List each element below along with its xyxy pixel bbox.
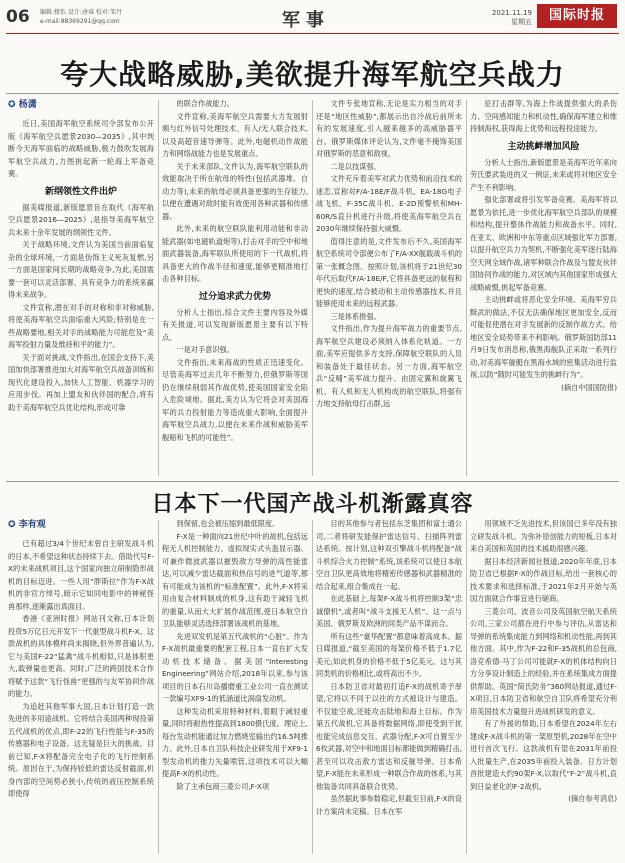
article2-column-4 xyxy=(470,518,617,856)
subheading: 主动挑衅增加风险 xyxy=(507,141,580,152)
paragraph: 主动挑衅或将恶化安全环境。美海军穷兵黩武的做法,不仅无法确保地区更加安全,反而可能促使潜在对手发展新的反制作战方式。给地区安全局势带来不利影响。俄罗斯国防部11月9日发布消息称,俄黑海舰队正采取一系列行动,对美海军舰艇在黑海水域的密集活动进行监视,以防“随时可能发生的挑衅行为”。 xyxy=(470,295,617,379)
masthead xyxy=(0,0,625,36)
byline-star-icon: ✪ xyxy=(8,100,19,110)
paragraph: 值得注意的是,文件发布后不久,美国海军航空系统司令部便公布了F/A-XX舰载战斗机的第一张概念图。按照计划,该机将于21世纪30年代后取代F/A-18E/F,它将具备更远的航程和更快的速度,结合被动和主动传感器技术,并且能够使用未来的远程武器。 xyxy=(316,236,462,308)
paragraph: 此外,未来的航空联队能利用动能和非动能武器(如电磁轨道炮等),打击对手的空中和地面武器装备,海军联队所使用的下一代战机,将具备更大的作战半径和速度,能够更精准地打击各种目标。 xyxy=(162,224,308,283)
paragraph: 关于面对挑战,文件指出,在国会支持下,美国加快部署推进加大对海军航空兵战备训练和现代化建设投入,加快人工智能、机器学习的应用步伐。再加上盟友和伙伴国的配合,将有助于美海军航空兵优化结构,形成可靠 xyxy=(8,352,154,412)
column-divider xyxy=(158,100,159,476)
paragraph: 所有这些“豪华配置”都意味着高成本。据日媒报道,“截至美国的每架价格不低于1.7亿美元;如此机身的价格不低于5亿美元。这与其同类机的价格相比,或将高出不少。 xyxy=(316,631,462,678)
paragraph: 先进双发机是第五代战机的“心脏”。作为F-X战机最重要的配套工程,日本一直在扩大发动机技术储备。据美国“Interesting Engineering”网站介绍,2018年以来,参与该项目的日本石川岛播磨重工业公司一直在测试一款编号XF9-1的低涵道比涡扇发动机。 xyxy=(162,631,308,703)
article2-column-3 xyxy=(316,518,462,856)
headline-rule xyxy=(6,93,619,94)
author-byline xyxy=(8,518,154,532)
paragraph: 文件宣称,美海军航空兵需要大力发展射频与红外信号处理技术、有人/无人联合技术,以及高超音速导弹等。此外,电磁机动作战能力和网络战能力也是发展重点。 xyxy=(162,111,308,158)
paragraph: 在此基础上,每架F-X战斗机将控制3架“忠诚僚机”,或者叫“战斗支援无人机”。这一点与美国、俄罗斯及欧洲的同类产品不谋而合。 xyxy=(316,594,462,628)
article1-column-4 xyxy=(470,98,617,478)
article1-column-1 xyxy=(8,98,154,478)
article-source: (摘自参考消息) xyxy=(568,794,617,803)
paragraph: 文件宣称,潜在对手的对称和非对称威胁,将使美海军航空兵面临重大风险;特别是在一些战略要地,相关对手的战略能力可能危及“美海军投射力量及维持和平的能力”。 xyxy=(8,302,154,349)
article-source: (摘自中国国防报) xyxy=(561,382,617,392)
paragraph: 文件专张地宣称,无论是实力相当的对手还是“地区性威胁”,都展示出自冷战后前所未有的发展速度,引入越来越多的高威胁器平台。俄罗斯媒体评论认为,文件毫不掩饰美国对俄罗斯的恶意和敌视。 xyxy=(316,99,462,158)
paragraph: 关于战略环境,文件认为美国当前面临复杂的全球环境,一方面是伪饰主义死灰复燃,另一方面是国家间长期的战略竞争,为此,美国需要一套可以灵活部署、具有竞争力的系统来赢得未来战争。 xyxy=(8,240,154,299)
paragraph: 三菱公司、波音公司及英国航空航天系统公司,三家公司都在进行中参与评估,从雷达和导弹的系统集成能力到网络和机动性能,再到其他方面。其中,作为F-22和F-35战机的总包商,洛克希德·马丁公司可能就F-X的机体结构向日方分享设计制造上的经验,并在系统集成方面提供帮助。英国“简氏防务”360网站报道,通过F-X项目,日本防卫省和航空自卫队将希望充分利用美国技术力量提升进战机研发的意义。 xyxy=(470,606,617,716)
paragraph: 有了外援的帮助,日本希望在2024年左右建成F-X战斗机的第一架原型机,2028年在空中进行首次飞行。这款战机有望在2031年前投入批量生产,在2035年前投入装备。日方计划首批建造大约90架F-X,以取代“F-2”战斗机,直到日益老化的F-2战机。 xyxy=(470,719,617,791)
author-byline xyxy=(8,98,154,112)
editor-info xyxy=(40,8,150,26)
editor-email: e-mail:88369291@qq.com xyxy=(40,18,120,25)
author-name: 杨潇 xyxy=(18,100,37,110)
article2-column-1 xyxy=(8,518,154,856)
article1-column-2 xyxy=(162,98,308,478)
article1-column-3 xyxy=(316,98,462,478)
page-number: 06 xyxy=(6,7,30,27)
paragraph: 文件指出,作为提升海军战力的重要节点,海军航空兵建设必须纳入体系化轨道。一方面,美军应提供多方支持,保障航空联队的人员和装备处于最佳状态。另一方面,海军航空兵“反哺”美军战力提升。由固定翼和旋翼飞机、有人机和无人机构成的航空联队,将强有力地支持航母打击群,远 xyxy=(316,324,462,408)
weekday-text: 星期五 xyxy=(511,18,532,26)
paragraph: 文件充斥着美军对武力优势和前沿技术的迷恋,宣称对F/A-18E/F战斗机、EA-18G电子战飞机、F-35C战斗机、E-2D预警机和MH-60R/S直升机进行升级,将使美海军航空兵在2030年继续保持强大威慑。 xyxy=(316,174,462,233)
column-divider xyxy=(466,100,467,476)
paragraph: 据日本经济新闻社报道,2020年年底,日本防卫省已根据F-X的作战目标,给出一套核心的技术要求和选择标准,于2021年2月开始与英国方面就合作事宜进行磋商。 xyxy=(470,556,617,603)
paragraph: 近日,美国海军航空系统司令部发布公开版《海军航空兵愿景2030—2035》,其中判断今天海军面临的战略威胁,极力鼓吹发展海军航空兵战力,力图挑起新一轮海上军备竞赛。 xyxy=(8,119,154,178)
paragraph: 为追赶其他军事大国,日本计划打造一款先进的多用途战机。它将结合美国两种现役第五代战机的优点,即F-22的飞行性能与F-35的传感器和电子设备。这无疑是巨大的挑战。目前已知,F-X将配备完全电子化的飞行控制系统。原因在于,为保持较低的雷达反射截面,机身内部的空间势必狭小,传统的液压控制系统即使得 xyxy=(8,701,154,798)
paragraph: F-X是一种面向21世纪中叶的战机,包括远程无人机控制能力、虚拟现实式头盔显示器、可兼作微波武器以摧毁敌方导弹的高性能雷达,可以减少雷达截面和热信号的进气道等,都有可能成为该机的“标准配置”。此外,F-X将采用由复合材料制成的机身,这有助于减轻飞机的重量,从而大大扩展作战范围,使日本航空自卫队能够灵活选择部署该战机的基地。 xyxy=(162,531,308,628)
subheading: 新纲领性文件出炉 xyxy=(44,186,117,197)
header-rule xyxy=(6,33,619,34)
section-title: 军事 xyxy=(282,10,330,31)
article1-headline: 夸大战略威胁,美欲提升海军航空兵战力 xyxy=(60,58,565,91)
date-text: 2021.11.19 xyxy=(491,9,532,17)
paragraph: 分析人士指出,新版愿景是美海军近年来向劳氏要武装进的又一例证,未来或将对地区安全产生不利影响。 xyxy=(470,157,617,192)
column-divider xyxy=(466,520,467,854)
newspaper-logo: 国际时报 xyxy=(537,4,617,28)
article-separator xyxy=(6,481,619,482)
article2-column-2 xyxy=(162,518,308,856)
byline-star-icon: ✪ xyxy=(8,520,19,530)
column-divider xyxy=(312,520,313,854)
paragraph: 征打击群等,为海上作战提供强大的杀伤力、空间感知能力和机动性,确保海军建立和维持制海权,获得海上优势和远程投送能力。 xyxy=(470,99,617,133)
paragraph: 除了主承包商三菱公司,F-X项 xyxy=(176,781,270,791)
paragraph: 这种发动机采用特种材料,着眼于减轻重量,同时将耐热性提高到1800摄氏度。理论上,每台发动机能通过加力燃烧室输出约16.5吨推力。此外,日本自卫队科技企业研发用于XF9-1型发动机的推力矢量喷管,这项技术可以大幅提高F-X的机动性。 xyxy=(162,706,308,778)
paragraph: 一是对手意识强。 xyxy=(176,345,234,354)
paragraph: 文件指出,未来海战的性质正迅速变化。尽管美海军过去几年不断努力,但俄罗斯等国仍在继续削弱其作战优势,使美国国家安全陷入危险境地。据此,美方认为它将会对美国海军的兵力投射能力等造成重大影响,全面提升海军航空兵战力,以便在未来作战和威胁美军舰船和飞机的可能性”。 xyxy=(162,357,308,442)
paragraph: 目的其他参与者包括东芝集团和富士通公司,二者将研发能保护雷达信号、扫描阵列雷达系统。按计划,这种双引擎战斗机将配备“战斗机综合火力控制”系统,该系统可以使日本航空自卫队更高效地将精密传感器和武器精准的结合起来,组合集成在一起。 xyxy=(316,519,462,591)
paragraph: 二是以技谋强。 xyxy=(330,161,381,171)
paragraph: 关于未来部队,文件认为,海军航空联队的效能取决于所在航母的特性(包括武器堆、自动力等),未来的航母必须具备更强的生存能力,以便在遭遇对敌时能有效使用各种武器和传感器。 xyxy=(162,161,308,221)
editor-line: 编辑:楼怡 设计:唐睿 校对:邹丹 xyxy=(40,9,122,16)
subheading: 过分追求武力优势 xyxy=(198,291,271,302)
author-name: 李有观 xyxy=(18,520,46,530)
paragraph: 日本防卫省对最初打造F-X的战机寄予厚望,它将以不同于以往的方式被设计与建造。不仅能空战,还能攻击陆地和海上目标。作为第五代战机,它具备将数据网络,即使受到干扰也能完成信息交互、武器分配,F-X可自置至少6枚武器,对空中和地面目标都能做到精确打击,甚至可以攻击敌方雷达和反舰导弹。日本希望,F-X能在未来形成一种联合作战的体系,与其他装备共同具备联合优势。 xyxy=(316,681,462,791)
column-divider xyxy=(312,100,313,476)
paragraph: 据美媒报道,新版愿景旨在取代《海军航空兵愿景2016—2025》,是指导美海军航空兵未来十余年发展的纲领性文件。 xyxy=(8,202,154,237)
paragraph: 的联合作战能力。 xyxy=(176,99,234,108)
column-divider xyxy=(158,520,159,854)
paragraph: 三是体系推强。 xyxy=(330,311,381,321)
paragraph: 已有超过3/4个世纪未曾自主研发战斗机的日本,不希望这种状态持续下去。借助代号F-X的未来战机项目,这个国家向独立研制隐形战机的目标迈进。一些人用“胖斯拉”作为F-X战机的非官方绰号,暗示它如同电影中的神秘怪兽那样,逐渐露出真面目。 xyxy=(8,539,154,611)
paragraph: 到保留,也会被压缩到最低限度。 xyxy=(176,519,280,528)
paragraph: 虽然据此事参数稳定,但截至目前,F-X的设计方案尚未定稿。日本在军 xyxy=(316,794,462,816)
article2-headline: 日本下一代国产战斗机渐露真容 xyxy=(151,492,474,517)
paragraph: 分析人士指出,综合文件主要内容及外媒有关报道,可以发现新版愿景主要有以下特点。 xyxy=(162,307,308,342)
paragraph: 香港《亚洲时报》网站刊文称,日本计划投资5万亿日元开发下一代重型战斗机F-X。这款战机的具体模样尚未揭晓,但外界普遍认为,它与美国F-22“猛禽”战斗机相似,只是体积更大,载弹量也更高。同时,广泛的跨国技术合作将赋予这款“飞行怪兽”更强的与友军协同作战的能力。 xyxy=(8,614,154,698)
issue-date xyxy=(490,9,532,27)
paragraph: 用领域不乏先进技术,但该国已多年没有独立研发战斗机。为弥补原创能力的短板,日本对来自美国和英国的技术援助很感兴趣。 xyxy=(470,519,617,553)
paragraph: 强化部署或将引发军备竞赛。美海军将以愿景为依托,进一步优化海军航空兵部队的规模和结构,提升整体作战能力和战备水平。同时,在亚太、欧洲和中东等重点区域强化军力部署,以提升航空兵力为契机,不断强化美军逐行陆海空天网全域作战,诸军种联合作战及与盟友伙伴国协同作战的能力,对区域内其他国家形成强大战略威慑,挑起军备竞赛。 xyxy=(470,195,617,292)
